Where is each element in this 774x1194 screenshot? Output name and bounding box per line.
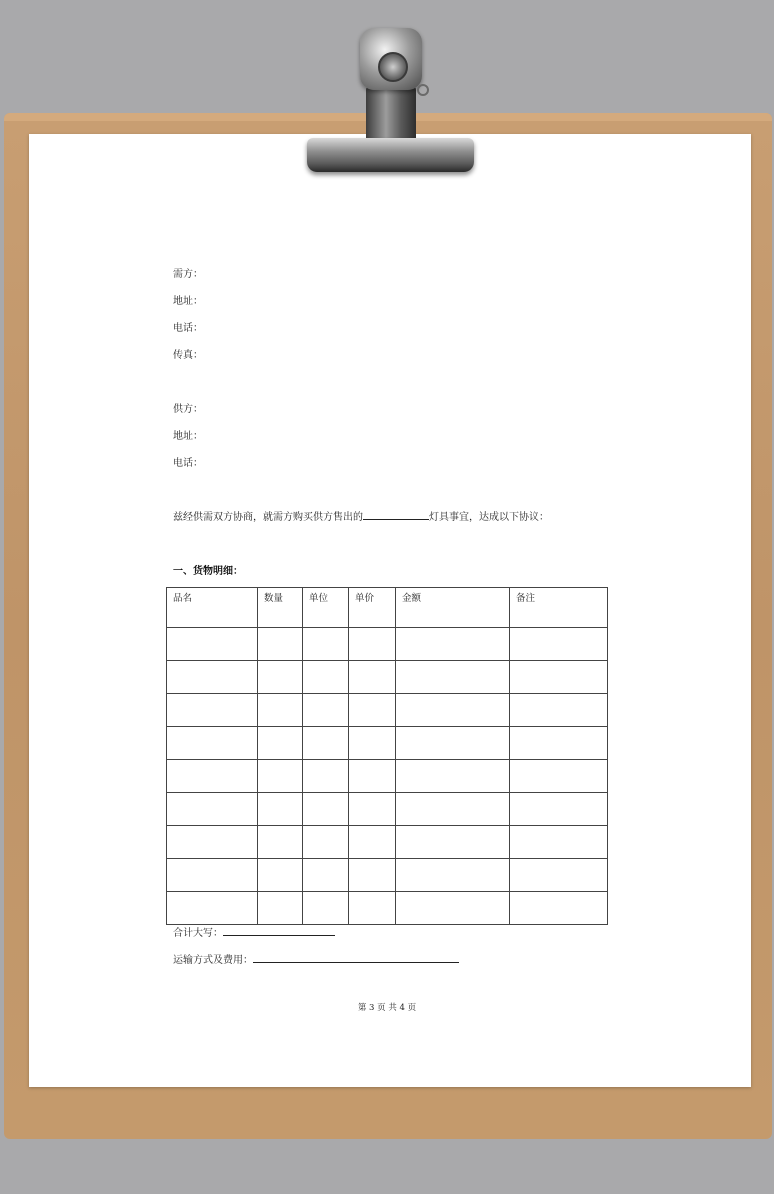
buyer-fax-label: 传真：	[173, 350, 203, 361]
col-header-unit: 单位	[303, 588, 349, 628]
table-cell	[167, 628, 258, 661]
table-cell	[167, 859, 258, 892]
intro-text-after: 灯具事宜，达成以下协议：	[429, 512, 549, 523]
table-row	[167, 859, 608, 892]
table-cell	[303, 628, 349, 661]
table-cell	[167, 694, 258, 727]
table-cell	[349, 793, 396, 826]
table-cell	[510, 694, 608, 727]
shipping-blank	[253, 952, 459, 963]
section-title-goods: 一、货物明细：	[173, 566, 243, 577]
table-row	[167, 892, 608, 925]
table-cell	[349, 760, 396, 793]
table-cell	[396, 661, 510, 694]
table-cell	[396, 727, 510, 760]
table-row	[167, 661, 608, 694]
table-cell	[258, 826, 303, 859]
col-header-quantity: 数量	[258, 588, 303, 628]
table-row	[167, 760, 608, 793]
intro-paragraph	[173, 508, 549, 523]
table-cell	[510, 628, 608, 661]
table-cell	[396, 793, 510, 826]
table-cell	[303, 661, 349, 694]
goods-table-body	[167, 628, 608, 925]
supplier-address-label: 地址：	[173, 431, 203, 442]
table-cell	[303, 760, 349, 793]
table-cell	[510, 859, 608, 892]
table-cell	[258, 793, 303, 826]
table-cell	[396, 892, 510, 925]
table-cell	[349, 859, 396, 892]
table-cell	[258, 859, 303, 892]
table-header-row	[167, 588, 608, 628]
table-cell	[396, 694, 510, 727]
table-cell	[167, 661, 258, 694]
table-cell	[396, 628, 510, 661]
table-row	[167, 826, 608, 859]
total-line	[173, 924, 335, 939]
shipping-line	[173, 951, 459, 966]
table-cell	[167, 793, 258, 826]
table-cell	[303, 859, 349, 892]
table-cell	[510, 760, 608, 793]
table-cell	[258, 760, 303, 793]
col-header-name: 品名	[167, 588, 258, 628]
table-cell	[396, 760, 510, 793]
total-blank	[223, 925, 335, 936]
table-cell	[167, 760, 258, 793]
table-row	[167, 628, 608, 661]
buyer-address-label: 地址：	[173, 296, 203, 307]
shipping-label: 运输方式及费用：	[173, 955, 253, 966]
product-blank	[363, 509, 429, 520]
col-header-amount: 金额	[396, 588, 510, 628]
table-cell	[167, 727, 258, 760]
supplier-label: 供方：	[173, 404, 203, 415]
table-cell	[258, 628, 303, 661]
table-cell	[510, 892, 608, 925]
table-row	[167, 793, 608, 826]
total-label: 合计大写：	[173, 928, 223, 939]
table-cell	[258, 892, 303, 925]
table-cell	[349, 892, 396, 925]
table-row	[167, 694, 608, 727]
buyer-label: 需方：	[173, 269, 203, 280]
table-cell	[349, 628, 396, 661]
table-cell	[303, 727, 349, 760]
table-cell	[167, 892, 258, 925]
table-cell	[510, 727, 608, 760]
table-cell	[396, 826, 510, 859]
table-cell	[303, 892, 349, 925]
table-cell	[349, 661, 396, 694]
page-footer: 第 3 页 共 4 页	[357, 1003, 417, 1013]
table-cell	[258, 661, 303, 694]
goods-table	[166, 587, 608, 925]
table-cell	[349, 727, 396, 760]
table-cell	[510, 826, 608, 859]
table-cell	[510, 793, 608, 826]
table-cell	[510, 661, 608, 694]
table-cell	[303, 694, 349, 727]
table-cell	[258, 727, 303, 760]
intro-text-before: 兹经供需双方协商，就需方购买供方售出的	[173, 512, 363, 523]
buyer-phone-label: 电话：	[173, 323, 203, 334]
table-cell	[258, 694, 303, 727]
table-cell	[349, 826, 396, 859]
table-cell	[396, 859, 510, 892]
table-cell	[167, 826, 258, 859]
table-cell	[349, 694, 396, 727]
supplier-phone-label: 电话：	[173, 458, 203, 469]
col-header-price: 单价	[349, 588, 396, 628]
col-header-remarks: 备注	[510, 588, 608, 628]
table-cell	[303, 793, 349, 826]
table-cell	[303, 826, 349, 859]
table-row	[167, 727, 608, 760]
